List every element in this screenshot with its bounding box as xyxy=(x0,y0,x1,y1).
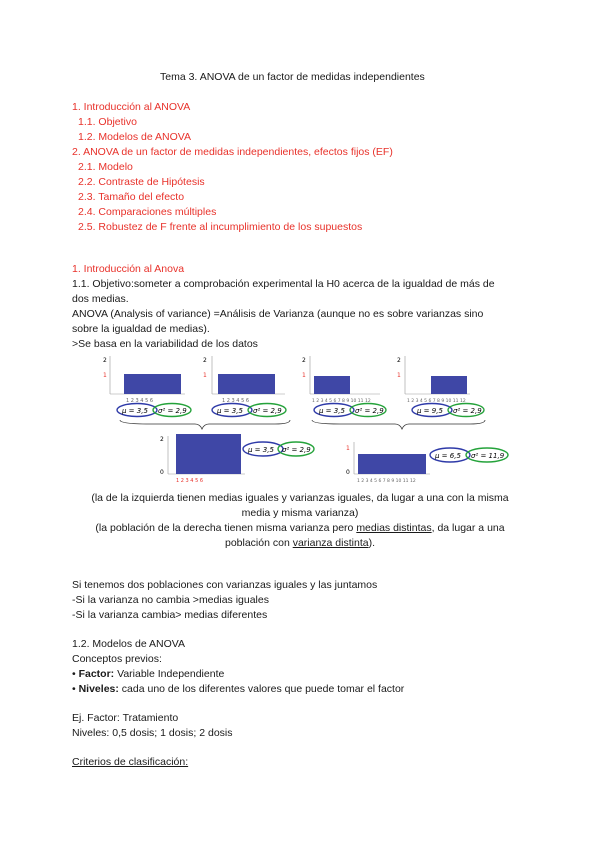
svg-text:1: 1 xyxy=(103,372,107,379)
paragraph-line: Si tenemos dos poblaciones con varianzas iguales y las juntamos xyxy=(72,579,378,591)
svg-text:μ = 3,5: μ = 3,5 xyxy=(217,407,243,415)
histogram-left-a xyxy=(103,356,185,404)
toc-item: 1.2. Modelos de ANOVA xyxy=(78,131,192,143)
svg-text:σ² = 2,9: σ² = 2,9 xyxy=(355,407,384,415)
histogram-left-b xyxy=(203,356,285,404)
toc-item: 2.2. Contraste de Hipótesis xyxy=(78,176,205,188)
svg-text:1 2 3 4 5 6: 1 2 3 4 5 6 xyxy=(222,398,250,404)
paragraph-line: -Si la varianza no cambia >medias iguales xyxy=(72,594,269,606)
bullet-item: • Factor: Variable Independiente xyxy=(72,668,225,680)
histogram-right-a xyxy=(302,356,380,404)
subheading: Criterios de clasificación: xyxy=(72,756,189,768)
paragraph-line: 1.1. Objetivo:someter a comprobación experimental la H0 acerca de la igualdad de más de xyxy=(72,278,495,290)
paragraph-line: Conceptos previos: xyxy=(72,653,162,665)
histogram-bar xyxy=(218,374,275,394)
svg-text:0: 0 xyxy=(160,469,164,476)
caption-line: (la población de la derecha tienen misma varianza pero medias distintas, da lugar a una xyxy=(95,522,505,534)
toc-item: 1. Introducción al ANOVA xyxy=(72,101,191,113)
svg-text:2: 2 xyxy=(103,357,107,364)
paragraph-line: Ej. Factor: Tratamiento xyxy=(72,712,179,724)
toc-item: 2.1. Modelo xyxy=(78,161,133,173)
histogram-right-combined xyxy=(346,442,508,484)
histogram-bar xyxy=(431,376,467,394)
svg-text:1 2 3 4 5 6 7 8 9 10 11 12: 1 2 3 4 5 6 7 8 9 10 11 12 xyxy=(312,399,371,404)
toc-item: 2.3. Tamaño del efecto xyxy=(78,191,185,203)
toc-item: 2.5. Robustez de F frente al incumplimiento de los supuestos xyxy=(78,221,363,233)
svg-text:2: 2 xyxy=(160,436,164,443)
right-stat-labels xyxy=(312,404,485,430)
toc-item: 2.4. Comparaciones múltiples xyxy=(78,206,217,218)
svg-text:μ = 3,5: μ = 3,5 xyxy=(319,407,345,415)
histogram-right-b xyxy=(397,356,470,404)
bullet-item: • Niveles: cada uno de los diferentes valores que puede tomar el factor xyxy=(72,683,405,695)
svg-text:2: 2 xyxy=(302,357,306,364)
histogram-bar xyxy=(176,434,241,474)
paragraph-line: >Se basa en la variabilidad de los datos xyxy=(72,338,258,350)
svg-text:σ² = 2,9: σ² = 2,9 xyxy=(253,407,282,415)
svg-text:1 2 3 4 5 6 7 8 9 10 11 12: 1 2 3 4 5 6 7 8 9 10 11 12 xyxy=(407,399,466,404)
svg-text:σ² = 2,9: σ² = 2,9 xyxy=(158,407,187,415)
paragraph-line: Niveles: 0,5 dosis; 1 dosis; 2 dosis xyxy=(72,727,233,739)
svg-text:1: 1 xyxy=(203,372,207,379)
histogram-bar xyxy=(358,454,426,474)
variability-figure xyxy=(0,350,600,490)
svg-text:μ = 3,5: μ = 3,5 xyxy=(248,446,274,454)
svg-text:1 2 3 4 5 6: 1 2 3 4 5 6 xyxy=(126,398,154,404)
toc-item: 2. ANOVA de un factor de medidas independientes, efectos fijos (EF) xyxy=(72,146,393,158)
svg-text:1 2 3 4 5 6: 1 2 3 4 5 6 xyxy=(176,478,204,484)
svg-text:1: 1 xyxy=(302,372,306,379)
svg-text:σ² = 2,9: σ² = 2,9 xyxy=(282,446,311,454)
svg-text:1: 1 xyxy=(346,445,350,452)
svg-text:σ² = 11,9: σ² = 11,9 xyxy=(471,452,505,460)
svg-text:1 2 3 4 5 6 7 8 9 10 11 12: 1 2 3 4 5 6 7 8 9 10 11 12 xyxy=(357,479,416,484)
left-stat-labels xyxy=(117,404,290,430)
caption-line: media y misma varianza) xyxy=(241,507,359,519)
svg-text:2: 2 xyxy=(397,357,401,364)
svg-text:0: 0 xyxy=(346,469,350,476)
paragraph-line: sobre la igualdad de medias). xyxy=(72,323,210,335)
toc-item: 1.1. Objetivo xyxy=(78,116,137,128)
svg-text:μ = 3,5: μ = 3,5 xyxy=(122,407,148,415)
svg-text:1: 1 xyxy=(397,372,401,379)
section-heading: 1. Introducción al Anova xyxy=(72,263,185,275)
page-title: Tema 3. ANOVA de un factor de medidas independientes xyxy=(160,71,425,83)
svg-text:2: 2 xyxy=(203,357,207,364)
histogram-left-combined xyxy=(160,434,314,484)
section-heading: 1.2. Modelos de ANOVA xyxy=(72,638,186,650)
svg-text:μ = 9,5: μ = 9,5 xyxy=(417,407,443,415)
caption-line: población con varianza distinta). xyxy=(224,537,375,549)
paragraph-line: dos medias. xyxy=(72,293,129,305)
caption-line: (la de la izquierda tienen medias iguales y varianzas iguales, da lugar a una con la misma xyxy=(91,492,509,504)
svg-text:σ² = 2,9: σ² = 2,9 xyxy=(453,407,482,415)
histogram-bar xyxy=(314,376,350,394)
histogram-bar xyxy=(124,374,181,394)
paragraph-line: -Si la varianza cambia> medias diferentes xyxy=(72,609,268,621)
svg-text:μ = 6,5: μ = 6,5 xyxy=(435,452,461,460)
paragraph-line: ANOVA (Analysis of variance) =Análisis de Varianza (aunque no es sobre varianzas sino xyxy=(72,308,484,320)
